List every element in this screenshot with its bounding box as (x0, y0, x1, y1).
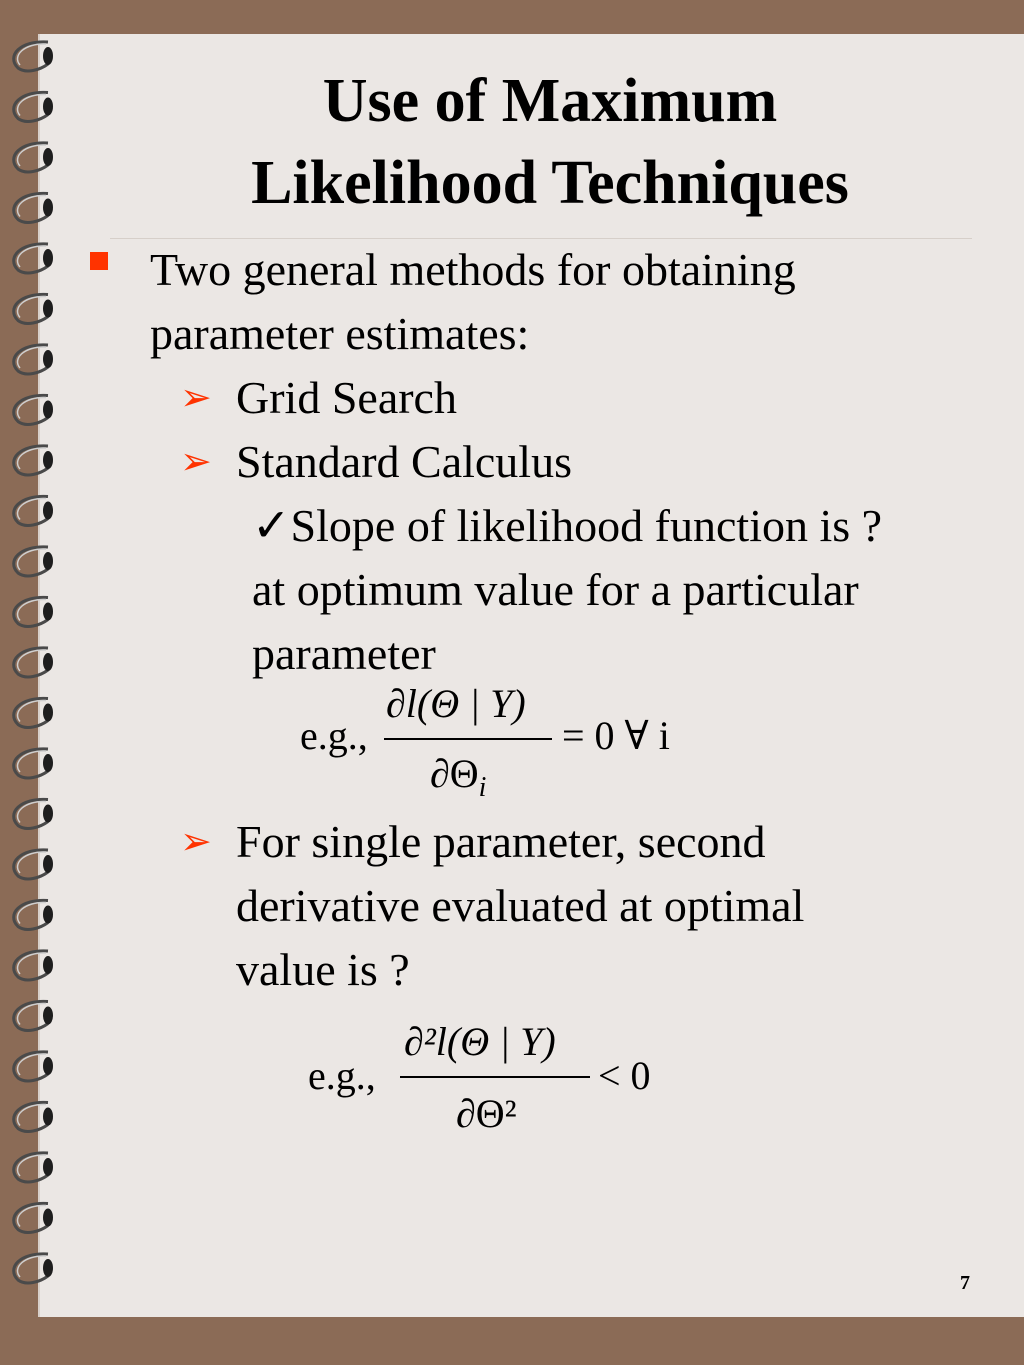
arrow-bullet-icon: ➢ (180, 441, 212, 483)
equation-1 (300, 670, 720, 803)
spiral-binding (0, 34, 70, 1324)
eq1-prefix: e.g., (300, 713, 368, 758)
spiral-ring-icon (14, 42, 53, 71)
spiral-ring-icon (14, 446, 53, 475)
eq1-subscript: i (478, 772, 487, 803)
spiral-ring-icon (14, 698, 53, 727)
check-mark-icon: ✓ (252, 500, 291, 551)
page-number: 7 (960, 1272, 970, 1294)
spiral-ring-icon (14, 850, 53, 879)
title-line-2: Likelihood Techniques (251, 149, 849, 217)
spiral-ring-icon (14, 900, 53, 929)
spiral-ring-icon (14, 1052, 53, 1081)
sub-bullet-3-line-1: For single parameter, second (236, 816, 766, 867)
bullet-1-line-2: parameter estimates: (150, 308, 530, 359)
eq2-numerator: ∂²l(Θ | Y) (404, 1019, 556, 1064)
spiral-ring-icon (14, 597, 53, 626)
spiral-ring-icon (14, 648, 53, 677)
slope-text: Slope of likelihood function is ? (290, 500, 883, 551)
eq1-denominator-text: ∂Θ (430, 751, 479, 796)
spiral-ring-icon (14, 345, 53, 374)
spiral-ring-icon (14, 951, 53, 980)
spiral-ring-icon (14, 193, 53, 222)
spiral-ring-icon (14, 244, 53, 273)
slide-title (60, 60, 1024, 224)
sub-bullet-grid-search: Grid Search (236, 372, 457, 423)
eq2-fraction-bar (400, 1076, 590, 1078)
spiral-ring-icon (14, 1254, 53, 1283)
spiral-ring-icon (14, 547, 53, 576)
spiral-ring-icon (14, 294, 53, 323)
eq1-denominator (430, 742, 486, 820)
eq1-fraction-bar (384, 738, 552, 740)
spiral-ring-icon (14, 1153, 53, 1182)
spiral-ring-icon (14, 1203, 53, 1232)
sub-sub-bullet-line-2: at optimum value for a particular (252, 564, 859, 615)
bullet-1-line-1: Two general methods for obtaining (150, 244, 796, 295)
sub-bullet-standard-calculus: Standard Calculus (236, 436, 572, 487)
sub-bullet-3-line-3: value is ? (236, 944, 410, 995)
eq2-denominator: ∂Θ² (456, 1091, 517, 1136)
spiral-ring-icon (14, 1102, 53, 1131)
spiral-ring-icon (14, 749, 53, 778)
arrow-bullet-icon: ➢ (180, 821, 212, 863)
spiral-ring-icon (14, 143, 53, 172)
spiral-ring-icon (14, 496, 53, 525)
square-bullet-icon (90, 252, 108, 270)
eq1-numerator: ∂l(Θ | Y) (386, 681, 526, 726)
sub-sub-bullet-line-3: parameter (252, 628, 436, 679)
eq2-prefix: e.g., (308, 1053, 376, 1098)
spiral-ring-icon (14, 92, 53, 121)
eq2-rhs: < 0 (598, 1053, 651, 1098)
arrow-bullet-icon: ➢ (180, 377, 212, 419)
title-line-1: Use of Maximum (322, 67, 778, 135)
spiral-ring-icon (14, 395, 53, 424)
equation-2 (308, 1008, 688, 1138)
eq1-rhs: = 0 ∀ i (562, 713, 670, 758)
sub-sub-bullet-line-1 (252, 494, 882, 558)
sub-bullet-3-line-2: derivative evaluated at optimal (236, 880, 805, 931)
spiral-ring-icon (14, 1001, 53, 1030)
spiral-ring-icon (14, 799, 53, 828)
